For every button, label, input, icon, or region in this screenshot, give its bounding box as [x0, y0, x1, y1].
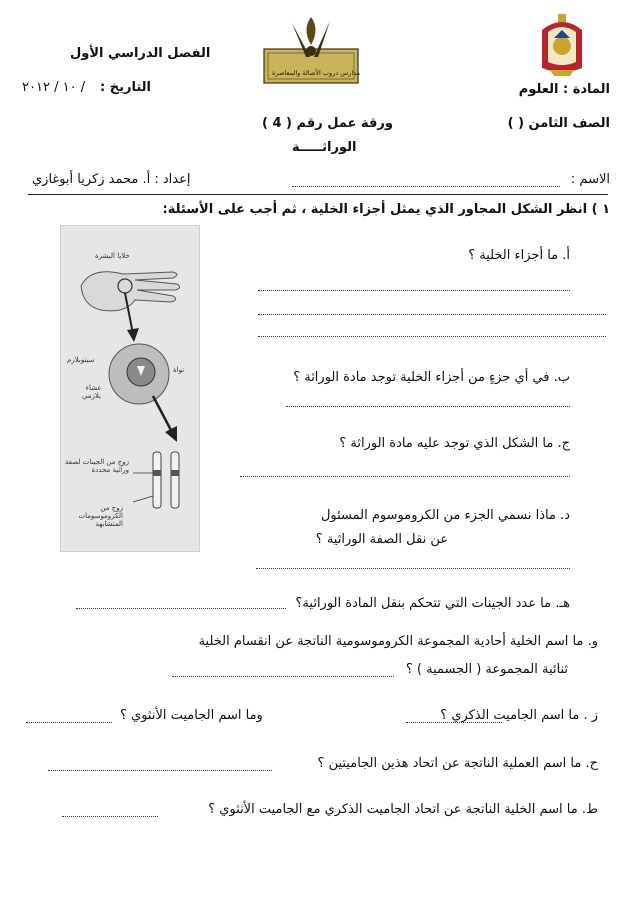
answer-a-line-2[interactable] [258, 314, 606, 315]
worksheet-title: ورقة عمل رقم ( 4 ) [262, 116, 393, 131]
question-ta: ط. ما اسم الخلية الناتجة عن اتحاد الجاميت الذكري مع الجاميت الأنثوي ؟ [208, 802, 598, 817]
answer-ha-line[interactable] [48, 770, 272, 771]
question-b: ب. في أي جزءٍ من أجزاء الخلية توجد مادة الوراثة ؟ [293, 370, 570, 385]
answer-z-male-line[interactable] [406, 722, 502, 723]
answer-a-line-3[interactable] [258, 336, 606, 337]
question-z-female: وما اسم الجاميت الأنثوي ؟ [120, 708, 263, 723]
question-z-male: ز . ما اسم الجاميت الذكري ؟ [440, 708, 598, 723]
answer-w-line[interactable] [172, 676, 394, 677]
label-gene-pair: زوج من الجينات لصفة وراثية محددة [64, 458, 129, 474]
label-chromosome-pair: زوج من الكروموسومات المتشابهة [78, 504, 123, 528]
subject-label: المادة : العلوم [518, 82, 610, 97]
answer-b-line[interactable] [286, 406, 570, 407]
logo-text: مدارس دروب الأصالة والمعاصرة [272, 69, 361, 77]
semester-label: الفصل الدراسي الأول [70, 46, 211, 61]
answer-ta-line[interactable] [62, 816, 158, 817]
cell-parts-figure [60, 225, 200, 552]
question-w-line2: ثنائية المجموعة ( الجسمية ) ؟ [405, 662, 568, 677]
emblem-icon [536, 10, 588, 78]
question-d-line2: عن نقل الصفة الوراثية ؟ [315, 532, 448, 547]
answer-c-line[interactable] [240, 476, 570, 477]
label-skin-cells: خلايا البشرة [95, 252, 130, 260]
answer-a-line-1[interactable] [258, 290, 570, 291]
prepared-by: إعداد : أ. محمد زكريا أبوغازي [32, 172, 191, 187]
label-membrane: غشاء بلازمي [81, 384, 101, 400]
date-value: / ١٠ / ٢٠١٢ [22, 80, 86, 95]
answer-h-line[interactable] [76, 608, 286, 609]
name-label: الاسم : [570, 172, 610, 187]
main-question: ١ ) انظر الشكل المجاور الذي يمثل أجزاء الخلية ، ثم أجب على الأسئلة: [162, 202, 610, 217]
question-ha: ح. ما اسم العملية الناتجة عن اتحاد هذين الجاميتين ؟ [317, 756, 598, 771]
label-cytoplasm: سيتوبلازم [67, 356, 95, 364]
date-label: التاريخ : [100, 80, 151, 95]
school-logo [262, 15, 360, 85]
answer-d-line[interactable] [256, 568, 570, 569]
grade-label: الصف الثامن ( ) [507, 116, 610, 131]
name-answer-line[interactable] [292, 186, 560, 187]
header-divider [28, 194, 608, 195]
question-a: أ. ما أجزاء الخلية ؟ [468, 248, 570, 263]
question-h: هـ. ما عدد الجينات التي تتحكم بنقل المادة الوراثية؟ [295, 596, 570, 611]
question-c: ج. ما الشكل الذي توجد عليه مادة الوراثة ؟ [339, 436, 570, 451]
label-nucleus: نواة [173, 366, 185, 374]
jordan-emblem [536, 10, 588, 78]
question-d-line1: د. ماذا نسمي الجزء من الكروموسوم المسئول [320, 508, 570, 523]
answer-z-female-line[interactable] [26, 722, 112, 723]
topic-title: الوراثـــــة [292, 140, 357, 155]
question-w-line1: و. ما اسم الخلية أحادية المجموعة الكروموسومية الناتجة عن انقسام الخلية [198, 634, 598, 649]
